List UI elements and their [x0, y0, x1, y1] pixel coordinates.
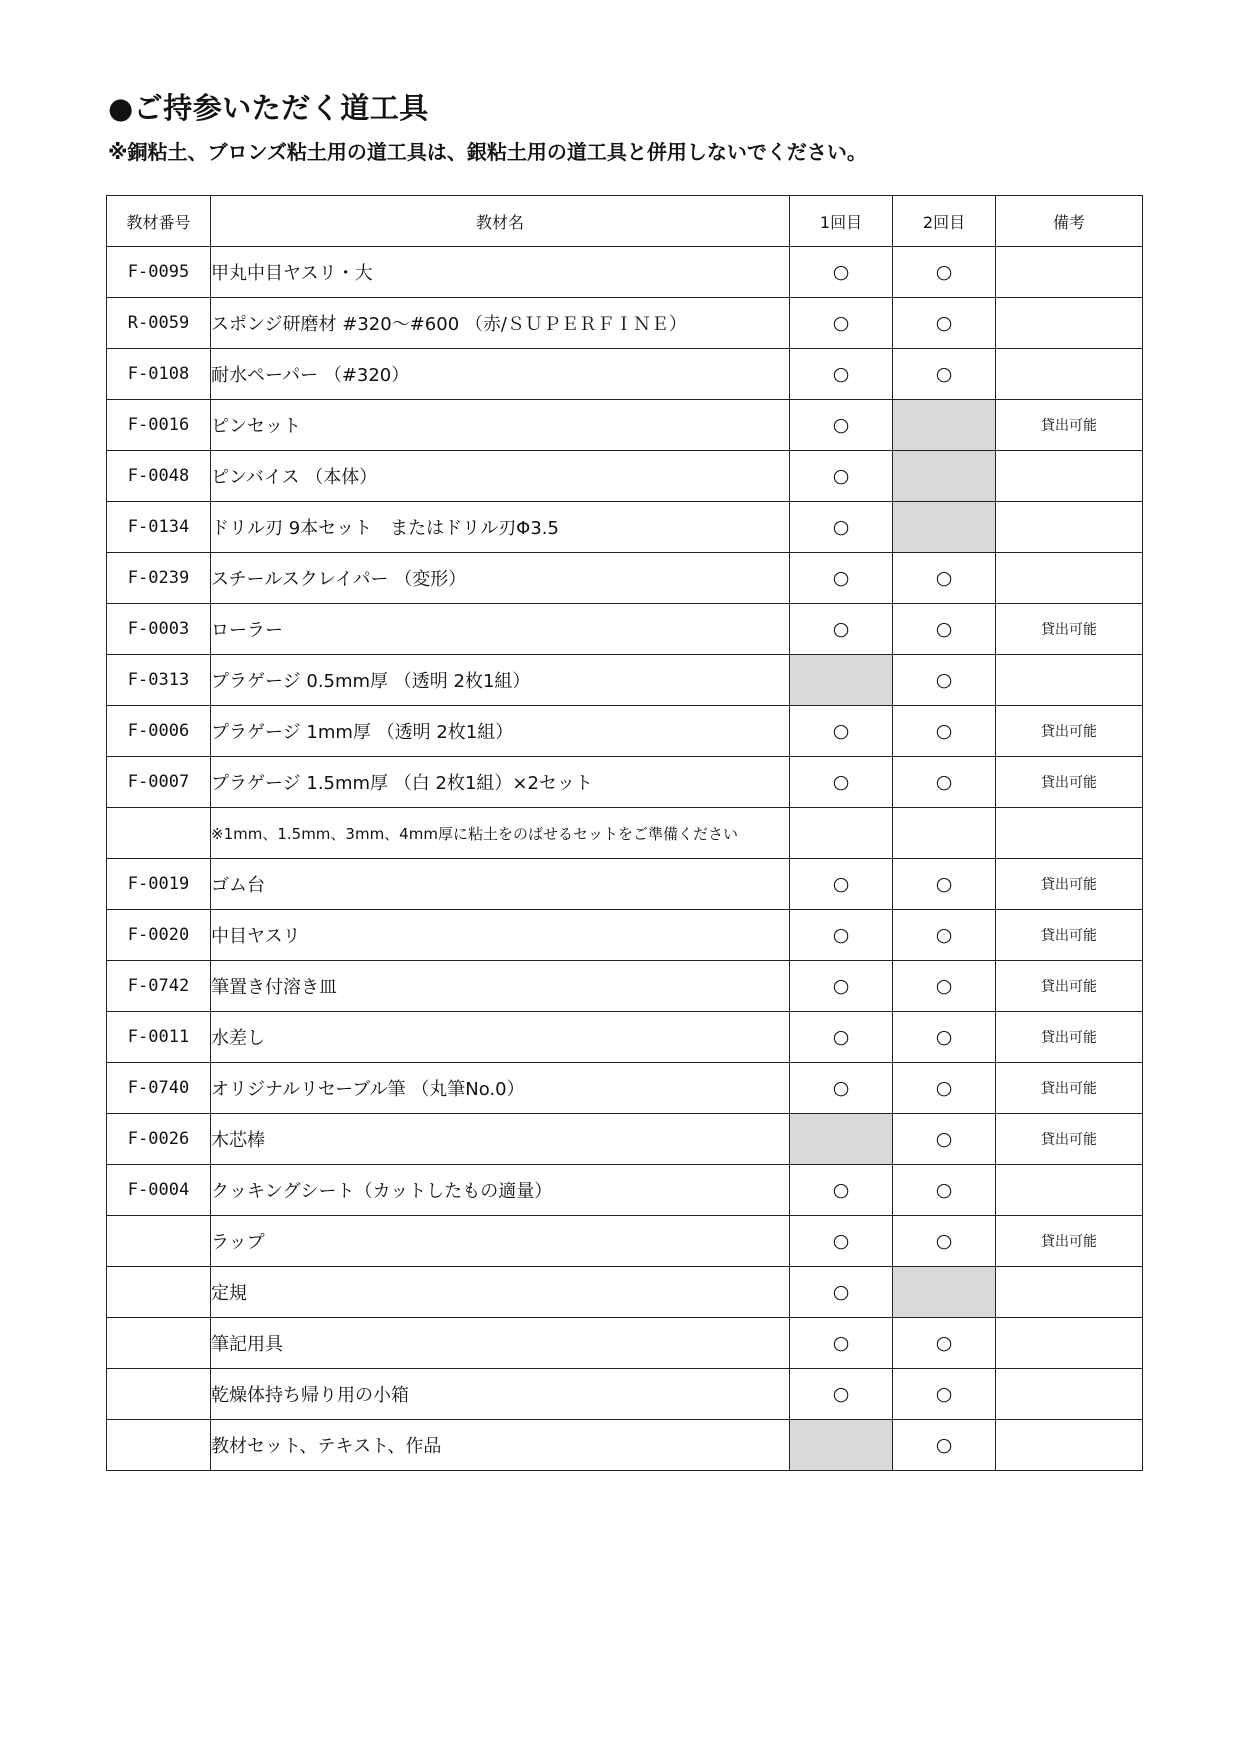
cell-session-1: ○	[790, 1318, 893, 1369]
table-row	[107, 553, 1143, 604]
cell-remarks: 貸出可能	[996, 604, 1143, 655]
cell-code: F-0048	[107, 451, 211, 502]
cell-session-2: ○	[893, 1165, 996, 1216]
header-session-1: 1回目	[790, 196, 893, 247]
cell-code: F-0011	[107, 1012, 211, 1063]
cell-code: F-0313	[107, 655, 211, 706]
cell-session-1: ○	[790, 961, 893, 1012]
cell-remarks	[996, 1369, 1143, 1420]
cell-remarks	[996, 808, 1143, 859]
cell-name: プラゲージ 1mm厚 （透明 2枚1組）	[211, 706, 790, 757]
table-row	[107, 910, 1143, 961]
cell-remarks: 貸出可能	[996, 910, 1143, 961]
cell-session-1: ○	[790, 553, 893, 604]
table-row	[107, 247, 1143, 298]
cell-session-1: ○	[790, 1369, 893, 1420]
table-body	[107, 247, 1143, 1471]
cell-code: R-0059	[107, 298, 211, 349]
table-row	[107, 502, 1143, 553]
header-code: 教材番号	[107, 196, 211, 247]
cell-name: 耐水ペーパー （#320）	[211, 349, 790, 400]
cell-code: F-0239	[107, 553, 211, 604]
cell-name: ドリル刃 9本セット またはドリル刃Φ3.5	[211, 502, 790, 553]
cell-session-2: ○	[893, 910, 996, 961]
table-row	[107, 1063, 1143, 1114]
cell-session-1: ○	[790, 1012, 893, 1063]
cell-code	[107, 1318, 211, 1369]
cell-remarks	[996, 553, 1143, 604]
cell-name: 筆記用具	[211, 1318, 790, 1369]
table-row	[107, 859, 1143, 910]
cell-remarks: 貸出可能	[996, 1114, 1143, 1165]
cell-session-1: ○	[790, 1063, 893, 1114]
cell-session-2: ○	[893, 859, 996, 910]
cell-remarks	[996, 1267, 1143, 1318]
table-row	[107, 757, 1143, 808]
cell-name: 定規	[211, 1267, 790, 1318]
cell-name: ラップ	[211, 1216, 790, 1267]
cell-name: 甲丸中目ヤスリ・大	[211, 247, 790, 298]
cell-remarks: 貸出可能	[996, 400, 1143, 451]
cell-session-2: ○	[893, 1012, 996, 1063]
cell-session-2: ○	[893, 706, 996, 757]
cell-session-2: ○	[893, 757, 996, 808]
cell-session-1	[790, 1114, 893, 1165]
cell-name: スポンジ研磨材 #320～#600 （赤/ＳＵＰＥＲＦＩＮＥ）	[211, 298, 790, 349]
cell-remarks	[996, 1420, 1143, 1471]
cell-session-1: ○	[790, 910, 893, 961]
cell-name: プラゲージ 1.5mm厚 （白 2枚1組）×2セット	[211, 757, 790, 808]
cell-remarks	[996, 298, 1143, 349]
cell-name: スチールスクレイパー （変形）	[211, 553, 790, 604]
table-row	[107, 961, 1143, 1012]
cell-remarks: 貸出可能	[996, 706, 1143, 757]
cell-session-1: ○	[790, 502, 893, 553]
table-row	[107, 1216, 1143, 1267]
table-row	[107, 400, 1143, 451]
cell-session-2: ○	[893, 349, 996, 400]
table-row	[107, 706, 1143, 757]
cell-code: F-0007	[107, 757, 211, 808]
cell-session-2	[893, 1267, 996, 1318]
page-note: ※銅粘土、ブロンズ粘土用の道工具は、銀粘土用の道工具と併用しないでください。	[108, 140, 867, 164]
cell-code: F-0020	[107, 910, 211, 961]
cell-name: 水差し	[211, 1012, 790, 1063]
cell-name: 中目ヤスリ	[211, 910, 790, 961]
cell-session-1: ○	[790, 604, 893, 655]
cell-name: ピンバイス （本体）	[211, 451, 790, 502]
cell-session-1: ○	[790, 1165, 893, 1216]
cell-session-1: ○	[790, 706, 893, 757]
cell-remarks	[996, 247, 1143, 298]
table-row	[107, 808, 1143, 859]
cell-remarks: 貸出可能	[996, 757, 1143, 808]
cell-session-1: ○	[790, 1267, 893, 1318]
cell-remarks: 貸出可能	[996, 859, 1143, 910]
cell-code: F-0026	[107, 1114, 211, 1165]
cell-session-1: ○	[790, 757, 893, 808]
cell-session-2: ○	[893, 655, 996, 706]
cell-session-1: ○	[790, 400, 893, 451]
table-row	[107, 1114, 1143, 1165]
cell-code	[107, 1216, 211, 1267]
table-row	[107, 1369, 1143, 1420]
cell-session-2	[893, 502, 996, 553]
cell-code: F-0740	[107, 1063, 211, 1114]
cell-name: 教材セット、テキスト、作品	[211, 1420, 790, 1471]
cell-code: F-0004	[107, 1165, 211, 1216]
page-title: ●ご持参いただく道工具	[108, 91, 429, 125]
table-row	[107, 451, 1143, 502]
table-row	[107, 1165, 1143, 1216]
table-header-row	[107, 196, 1143, 247]
table-row	[107, 1267, 1143, 1318]
cell-session-1: ○	[790, 247, 893, 298]
cell-remarks: 貸出可能	[996, 1012, 1143, 1063]
cell-remarks: 貸出可能	[996, 1216, 1143, 1267]
table-row	[107, 349, 1143, 400]
cell-name: クッキングシート（カットしたもの適量）	[211, 1165, 790, 1216]
cell-code	[107, 1267, 211, 1318]
cell-code: F-0019	[107, 859, 211, 910]
cell-name: 筆置き付溶き皿	[211, 961, 790, 1012]
cell-code	[107, 1369, 211, 1420]
cell-session-1: ○	[790, 451, 893, 502]
header-name: 教材名	[211, 196, 790, 247]
cell-session-2	[893, 451, 996, 502]
cell-code	[107, 808, 211, 859]
cell-session-2: ○	[893, 1369, 996, 1420]
cell-session-2: ○	[893, 553, 996, 604]
cell-session-1	[790, 1420, 893, 1471]
table-row	[107, 1012, 1143, 1063]
cell-remarks: 貸出可能	[996, 961, 1143, 1012]
tools-table	[106, 195, 1143, 1471]
cell-session-2: ○	[893, 1216, 996, 1267]
cell-session-2: ○	[893, 604, 996, 655]
cell-name: 乾燥体持ち帰り用の小箱	[211, 1369, 790, 1420]
cell-remarks	[996, 1318, 1143, 1369]
cell-code: F-0016	[107, 400, 211, 451]
cell-code	[107, 1420, 211, 1471]
cell-code: F-0742	[107, 961, 211, 1012]
cell-name: オリジナルリセーブル筆 （丸筆No.0）	[211, 1063, 790, 1114]
cell-code: F-0003	[107, 604, 211, 655]
table-row	[107, 1420, 1143, 1471]
cell-session-1: ○	[790, 349, 893, 400]
cell-remarks	[996, 655, 1143, 706]
cell-remarks: 貸出可能	[996, 1063, 1143, 1114]
cell-code: F-0108	[107, 349, 211, 400]
cell-session-2: ○	[893, 1063, 996, 1114]
cell-session-2: ○	[893, 298, 996, 349]
cell-code: F-0134	[107, 502, 211, 553]
cell-name: 木芯棒	[211, 1114, 790, 1165]
table-row	[107, 604, 1143, 655]
cell-remarks	[996, 451, 1143, 502]
cell-session-1: ○	[790, 859, 893, 910]
cell-session-1	[790, 655, 893, 706]
cell-session-2: ○	[893, 247, 996, 298]
table-row	[107, 1318, 1143, 1369]
cell-name: ※1mm、1.5mm、3mm、4mm厚に粘土をのばせるセットをご準備ください	[211, 808, 790, 859]
cell-name: ゴム台	[211, 859, 790, 910]
cell-session-1: ○	[790, 298, 893, 349]
cell-remarks	[996, 502, 1143, 553]
cell-name: プラゲージ 0.5mm厚 （透明 2枚1組）	[211, 655, 790, 706]
cell-name: ローラー	[211, 604, 790, 655]
cell-session-2: ○	[893, 1114, 996, 1165]
cell-session-1: ○	[790, 1216, 893, 1267]
table-row	[107, 298, 1143, 349]
cell-name: ピンセット	[211, 400, 790, 451]
cell-session-2: ○	[893, 1420, 996, 1471]
header-session-2: 2回目	[893, 196, 996, 247]
cell-remarks	[996, 1165, 1143, 1216]
cell-session-2	[893, 808, 996, 859]
header-remarks: 備考	[996, 196, 1143, 247]
cell-code: F-0006	[107, 706, 211, 757]
table-row	[107, 655, 1143, 706]
cell-session-2: ○	[893, 1318, 996, 1369]
cell-session-1	[790, 808, 893, 859]
cell-session-2: ○	[893, 961, 996, 1012]
cell-session-2	[893, 400, 996, 451]
cell-code: F-0095	[107, 247, 211, 298]
cell-remarks	[996, 349, 1143, 400]
